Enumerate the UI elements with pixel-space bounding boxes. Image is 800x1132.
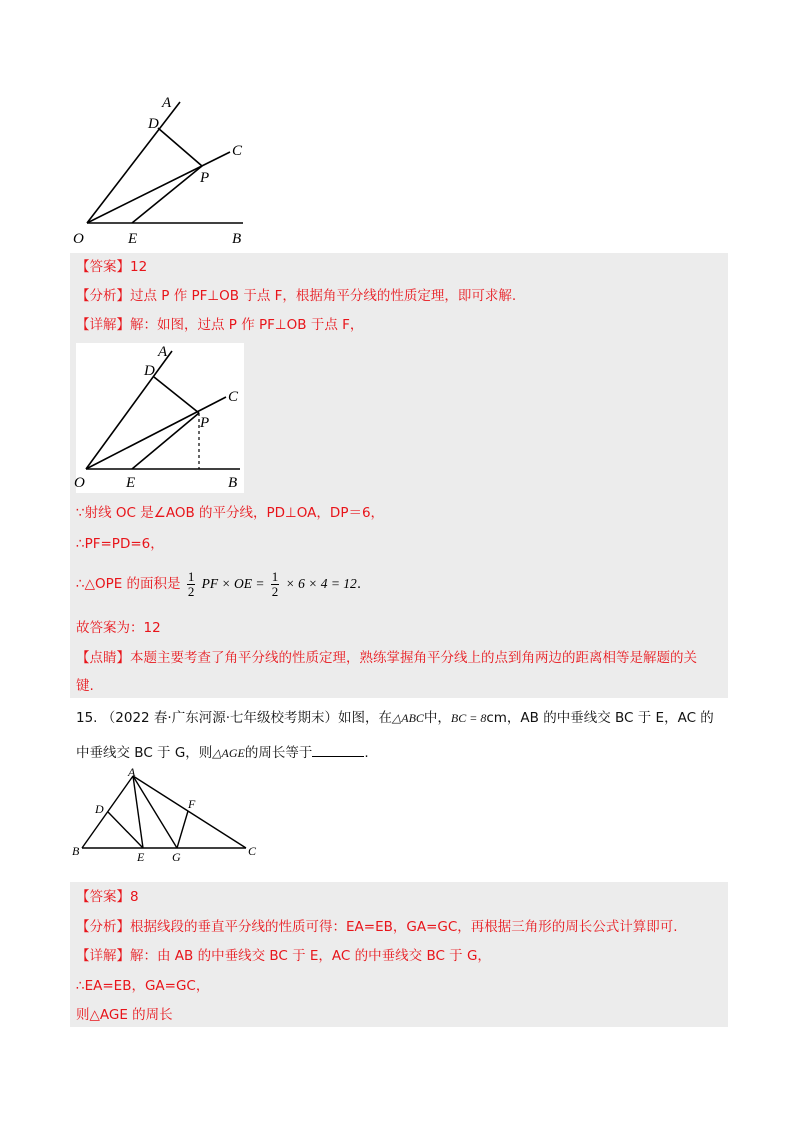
label-D: D: [95, 802, 104, 816]
detail-text: 解：如图，过点 P 作 PF⊥OB 于点 F，: [130, 317, 364, 333]
label-O: O: [74, 475, 85, 491]
analysis-tag: 【分析】: [76, 919, 130, 935]
label-A: A: [128, 765, 136, 779]
label-B: B: [232, 231, 242, 247]
q15-answer: [76, 887, 139, 907]
stem-text-2: cm，AB 的中垂线交 BC 于 E，AC 的: [486, 710, 714, 726]
step3-prefix: ∴△OPE 的面积是: [76, 576, 181, 592]
step3-expression: PF × OE =: [201, 576, 265, 591]
answer-tag: 【答案】: [76, 259, 130, 275]
q15-step1: ∴EA=EB，GA=GC，: [76, 978, 210, 994]
label-B: B: [72, 844, 80, 858]
answer-tag: 【答案】: [76, 889, 130, 905]
triangle-age: △AGE: [212, 746, 245, 760]
stem-text-1: 中，: [423, 710, 451, 726]
label-D: D: [144, 363, 155, 379]
fraction-one-half: $\frac{1}{2}$: [187, 568, 195, 599]
analysis-tag: 【分析】: [76, 288, 130, 304]
label-E: E: [137, 850, 145, 864]
q15-stem-line2: [76, 742, 369, 763]
q14-comment: [76, 648, 697, 668]
stem-text-3: 中垂线交 BC 于 G，则: [76, 745, 213, 761]
detail-text: 解：由 AB 的中垂线交 BC 于 E，AC 的中垂线交 BC 于 G，: [130, 948, 491, 964]
label-E: E: [126, 475, 136, 491]
comment-tag: 【点睛】: [76, 650, 130, 666]
q14-analysis: [76, 286, 516, 306]
label-P: P: [200, 170, 210, 186]
label-P: P: [200, 415, 210, 431]
label-E: E: [128, 231, 138, 247]
label-C: C: [232, 143, 243, 159]
q14-step1: ∵射线 OC 是∠AOB 的平分线，PD⊥OA，DP＝6，: [76, 505, 385, 521]
label-C: C: [248, 844, 257, 858]
q14-step3: [76, 564, 361, 604]
answer-value: 8: [130, 889, 139, 905]
answer-value: 12: [130, 259, 148, 275]
label-G: G: [172, 850, 181, 864]
label-A: A: [162, 95, 172, 111]
q15-analysis: [76, 917, 678, 937]
bc-length: BC = 8: [450, 711, 487, 725]
analysis-text: 过点 P 作 PF⊥OB 于点 F，根据角平分线的性质定理，即可求解.: [130, 288, 517, 304]
q14-step2: ∴PF=PD=6，: [76, 536, 164, 552]
figure-angle-bisector-1: [70, 90, 260, 250]
q15-stem-line1: [76, 708, 714, 728]
question-number: 15.: [76, 710, 98, 726]
detail-tag: 【详解】: [76, 317, 130, 333]
figure-angle-bisector-2: [76, 343, 244, 493]
step3-result: × 6 × 4 = 12: [285, 576, 357, 591]
question-source: （2022 春·广东河源·七年级校考期末）如图，在: [101, 710, 393, 726]
step3-period: .: [356, 576, 362, 592]
label-A: A: [158, 344, 168, 360]
label-D: D: [148, 116, 159, 132]
label-F: F: [188, 797, 196, 811]
q15-step2: 则△AGE 的周长: [76, 1007, 173, 1023]
label-C: C: [228, 389, 239, 405]
detail-tag: 【详解】: [76, 948, 130, 964]
label-O: O: [73, 231, 84, 247]
q15-detail: [76, 946, 491, 966]
q14-answer: [76, 257, 147, 277]
label-B: B: [228, 475, 238, 491]
figure-triangle-abc: [70, 765, 270, 864]
fraction-one-half-2: $\frac{1}{2}$: [271, 568, 279, 599]
q14-comment-line2: 键.: [76, 678, 94, 694]
triangle-abc: △ABC: [392, 711, 424, 725]
analysis-text: 根据线段的垂直平分线的性质可得：EA=EB，GA=GC，再根据三角形的周长公式计算即可.: [130, 919, 678, 935]
q14-conclusion: 故答案为：12: [76, 620, 161, 636]
stem-text-4: 的周长等于: [244, 745, 313, 761]
q14-detail: [76, 315, 363, 335]
answer-blank: [312, 742, 364, 757]
stem-period: .: [364, 745, 369, 761]
comment-line1: 本题主要考查了角平分线的性质定理，熟练掌握角平分线上的点到角两边的距离相等是解题的关: [130, 650, 697, 666]
